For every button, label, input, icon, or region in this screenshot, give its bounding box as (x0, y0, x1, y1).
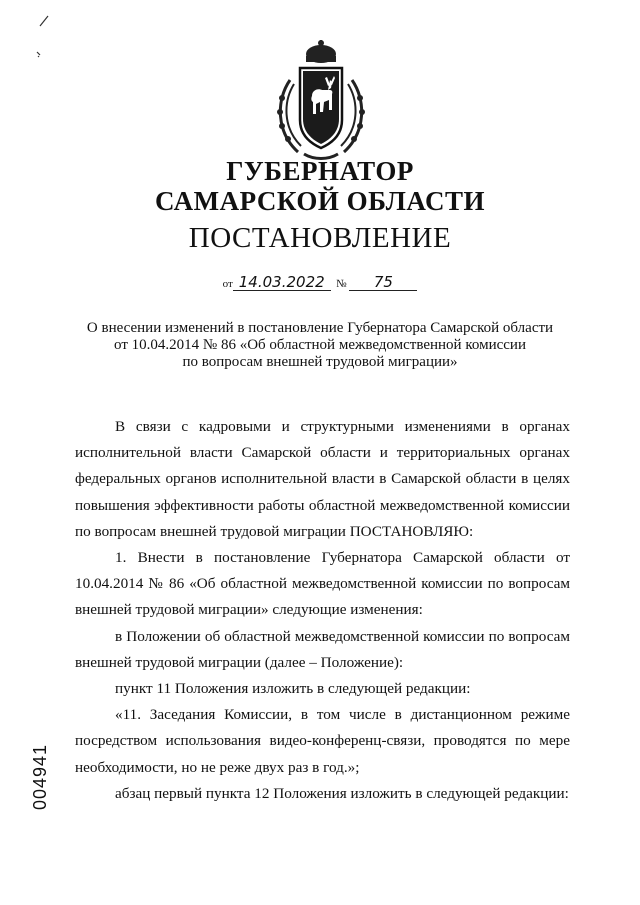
emblem-icon (268, 40, 374, 164)
number-value: 75 (349, 274, 417, 291)
document-subject (70, 320, 570, 371)
issuer-title-line-1: ГУБЕРНАТОР (226, 156, 414, 186)
subject-line: от 10.04.2014 № 86 «Об областной межведомственной комиссии (114, 337, 526, 353)
date-from-label: от (222, 278, 233, 290)
body-paragraph: В связи с кадровыми и структурными изменениями в органах исполнительной власти Самарской области и территориальных органах федеральных органов исполнительной власти в Самарской области в целях повышения эффективности работы областной межведомственной комиссии по вопросам внешней трудовой миграции ПОСТАНОВЛЯЮ: (75, 418, 570, 540)
body-paragraph: абзац первый пункта 12 Положения изложить в следующей редакции: (115, 784, 569, 802)
subject-line: О внесении изменений в постановление Губернатора Самарской области (86, 320, 554, 336)
date-value: 14.03.2022 (233, 274, 331, 291)
document-body (75, 414, 570, 807)
date-number-line (0, 274, 640, 291)
body-paragraph: «11. Заседания Комиссии, в том числе в дистанционном режиме посредством использования видео-конференц-связи, проводятся по мере необходимости, но не реже двух раз в год.»; (75, 706, 570, 776)
body-paragraph: 1. Внести в постановление Губернатора Самарской области от 10.04.2014 № 86 «Об областной межведомственной комиссии по вопросам внешней трудовой миграции» следующие изменения: (75, 549, 570, 619)
side-number-text: 004941 (30, 743, 50, 810)
subject-line: по вопросам внешней трудовой миграции» (182, 354, 458, 370)
scan-mark-icon (34, 12, 54, 62)
body-paragraph: в Положении об областной межведомственной комиссии по вопросам внешней трудовой миграции (далее – Положение): (75, 627, 570, 671)
document-type-title: ПОСТАНОВЛЕНИЕ (188, 222, 452, 254)
body-paragraph: пункт 11 Положения изложить в следующей редакции: (115, 680, 471, 698)
issuer-title-line-2: САМАРСКОЙ ОБЛАСТИ (154, 186, 486, 216)
number-label: № (336, 278, 347, 290)
registration-side-number (30, 730, 52, 810)
